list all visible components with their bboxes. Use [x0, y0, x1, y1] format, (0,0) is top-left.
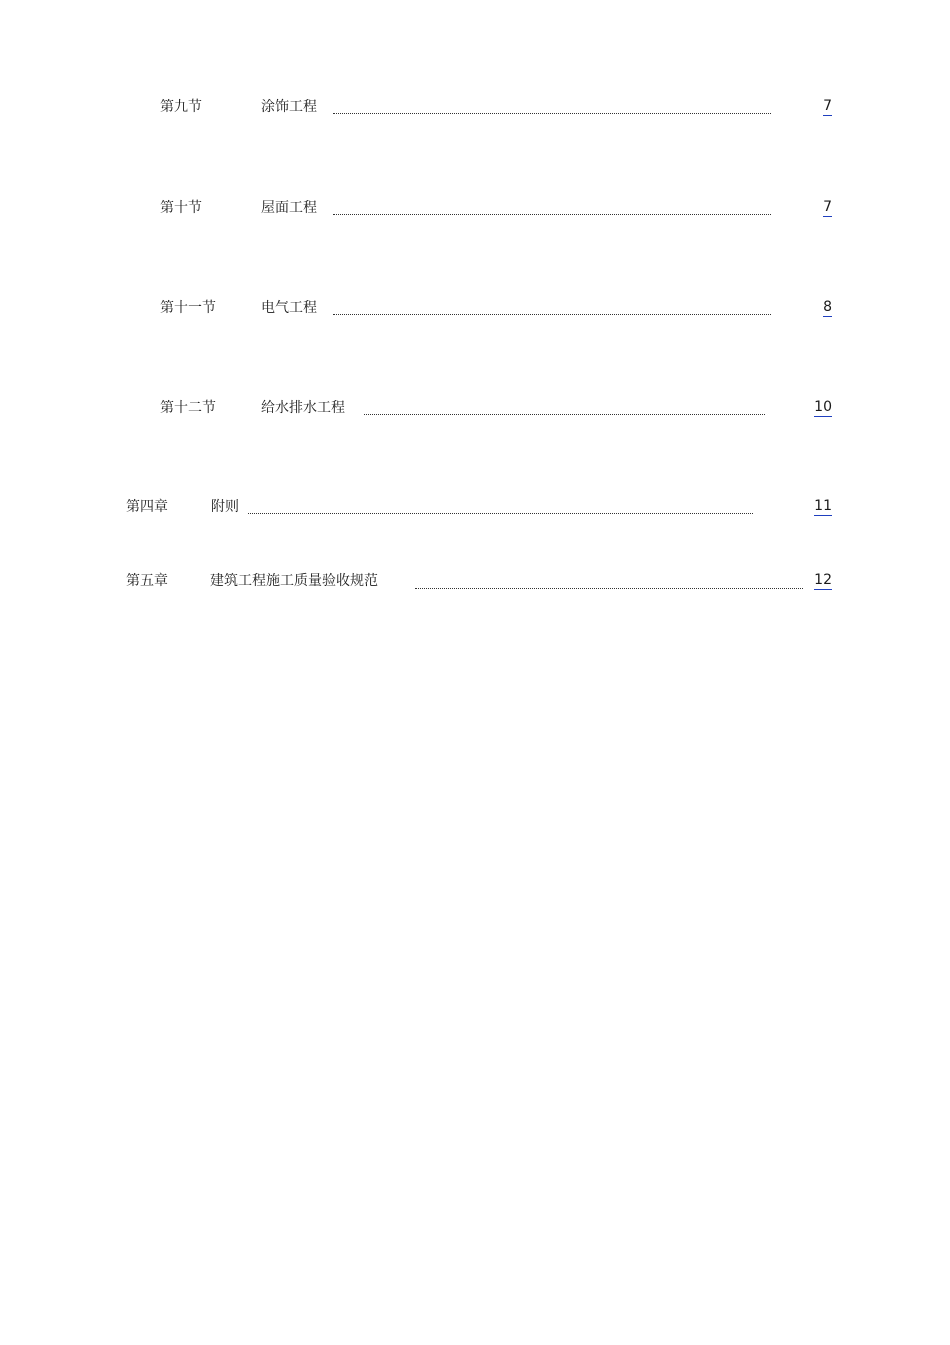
- toc-entry: [0, 296, 950, 320]
- toc-entry-title: 附则: [211, 499, 239, 515]
- toc-entry: [0, 396, 950, 420]
- toc-entry-title: 给水排水工程: [261, 400, 345, 416]
- toc-entry: [0, 569, 950, 593]
- toc-entry-title: 建筑工程施工质量验收规范: [210, 573, 378, 589]
- toc-entry-number: 第四章: [126, 499, 168, 515]
- toc-entry-number: 第九节: [160, 99, 202, 115]
- dot-leader: [415, 588, 803, 589]
- toc-entry: [0, 196, 950, 220]
- toc-entry-number: 第十节: [160, 200, 202, 216]
- dot-leader: [333, 314, 771, 315]
- toc-entry: [0, 95, 950, 119]
- toc-entry-number: 第十二节: [160, 400, 216, 416]
- toc-entry-title: 涂饰工程: [261, 99, 317, 115]
- toc-entry-title: 屋面工程: [261, 200, 317, 216]
- toc-page-link[interactable]: 12: [814, 572, 832, 588]
- toc-entry-title: 电气工程: [261, 300, 317, 316]
- dot-leader: [333, 214, 771, 215]
- toc-page-link[interactable]: 8: [823, 299, 832, 315]
- dot-leader: [364, 414, 765, 415]
- toc-page-link[interactable]: 11: [814, 498, 832, 514]
- dot-leader: [333, 113, 771, 114]
- toc-entry-number: 第十一节: [160, 300, 216, 316]
- toc-page-link[interactable]: 7: [823, 98, 832, 114]
- toc-entry: [0, 495, 950, 519]
- dot-leader: [248, 513, 753, 514]
- toc-page-link[interactable]: 7: [823, 199, 832, 215]
- toc-page-link[interactable]: 10: [814, 399, 832, 415]
- toc-entry-number: 第五章: [126, 573, 168, 589]
